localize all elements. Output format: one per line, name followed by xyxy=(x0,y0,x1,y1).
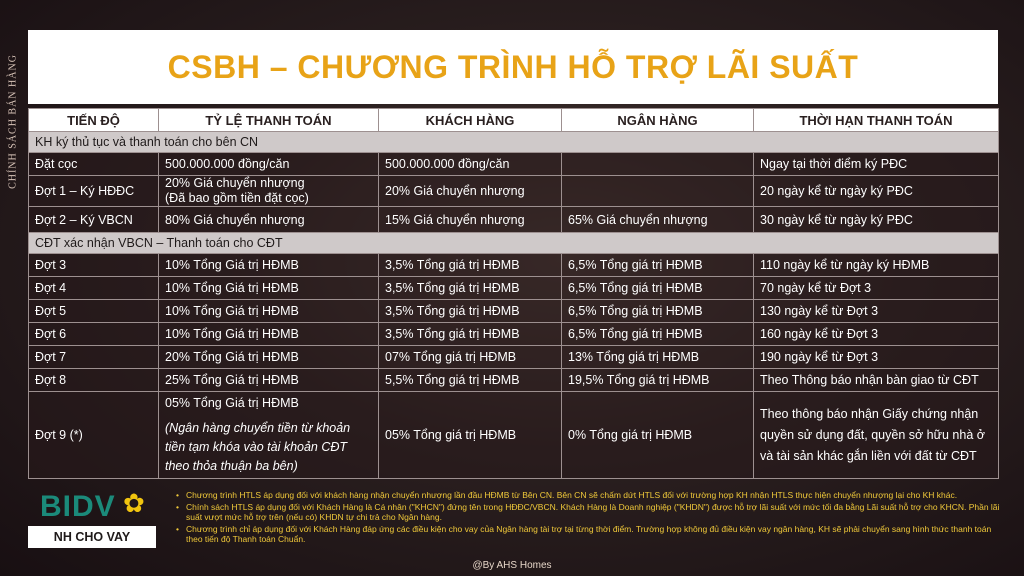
cell-stage: Đợt 6 xyxy=(29,323,159,346)
side-label-text: CHÍNH SÁCH BÁN HÀNG xyxy=(7,54,19,189)
table-row xyxy=(29,153,999,176)
cell-ratio: 10% Tổng Giá trị HĐMB xyxy=(159,277,379,300)
table-row xyxy=(29,392,999,479)
cell-ratio: 25% Tổng Giá trị HĐMB xyxy=(159,369,379,392)
cell-ratio-note: (Ngân hàng chuyển tiền từ khoản tiền tạm khóa vào tài khoản CĐT theo thỏa thuận ba bên) xyxy=(165,421,351,473)
note-item: • Chương trình HTLS áp dụng đối với khách hàng nhận chuyển nhượng lần đầu HĐMB từ Bên CN. Bên CN sẽ chấm dứt HTLS đối với trường hợp KH nhận HTLS thực hiện chuyển nhượng lại cho KH khác. xyxy=(186,490,1006,501)
section-label: KH ký thủ tục và thanh toán cho bên CN xyxy=(29,132,999,153)
note-item: • Chương trình chỉ áp dụng đối với Khách Hàng đáp ứng các điều kiện cho vay của Ngân hàng tài trợ tại từng thời điểm. Trường hợp không đủ điều kiện vay ngân hàng, KH sẽ phải chuyển sang hình thức thanh toán theo tiến độ Thanh toán Chuẩn. xyxy=(186,524,1006,545)
cell-term: 160 ngày kể từ Đợt 3 xyxy=(754,323,999,346)
cell-customer: 3,5% Tổng giá trị HĐMB xyxy=(379,323,562,346)
cell-bank: 0% Tổng giá trị HĐMB xyxy=(562,392,754,479)
cell-ratio: 500.000.000 đồng/căn xyxy=(159,153,379,176)
table-row xyxy=(29,346,999,369)
side-label xyxy=(0,30,26,230)
table-row xyxy=(29,300,999,323)
cell-ratio: 10% Tổng Giá trị HĐMB xyxy=(159,300,379,323)
table-header-row xyxy=(29,109,999,132)
cell-term: Theo Thông báo nhận bàn giao từ CĐT xyxy=(754,369,999,392)
flower-icon: ✿ xyxy=(123,488,145,518)
cell-term: 110 ngày kể từ ngày ký HĐMB xyxy=(754,254,999,277)
cell-customer: 05% Tổng giá trị HĐMB xyxy=(379,392,562,479)
cell-stage: Đợt 8 xyxy=(29,369,159,392)
cell-customer: 3,5% Tổng giá trị HĐMB xyxy=(379,277,562,300)
section-row xyxy=(29,233,999,254)
cell-customer: 500.000.000 đồng/căn xyxy=(379,153,562,176)
cell-bank: 6,5% Tổng giá trị HĐMB xyxy=(562,323,754,346)
cell-ratio: 10% Tổng Giá trị HĐMB xyxy=(159,254,379,277)
bidv-logo: BIDV xyxy=(40,490,116,523)
header-bank: NGÂN HÀNG xyxy=(562,109,754,132)
cell-customer: 3,5% Tổng giá trị HĐMB xyxy=(379,300,562,323)
cell-stage: Đợt 1 – Ký HĐĐC xyxy=(29,176,159,207)
cell-customer: 15% Giá chuyển nhượng xyxy=(379,207,562,233)
cell-term: 30 ngày kể từ ngày ký PĐC xyxy=(754,207,999,233)
cell-stage: Đợt 3 xyxy=(29,254,159,277)
cell-stage: Đợt 9 (*) xyxy=(29,392,159,479)
cell-ratio: 10% Tổng Giá trị HĐMB xyxy=(159,323,379,346)
cell-stage: Đợt 7 xyxy=(29,346,159,369)
cell-ratio-line2: (Đã bao gồm tiền đặt cọc) xyxy=(165,191,309,205)
cell-stage: Đặt cọc xyxy=(29,153,159,176)
cell-ratio xyxy=(159,392,379,479)
page-title: CSBH – CHƯƠNG TRÌNH HỖ TRỢ LÃI SUẤT xyxy=(167,48,859,85)
cell-ratio: 80% Giá chuyển nhượng xyxy=(159,207,379,233)
cell-bank: 65% Giá chuyển nhượng xyxy=(562,207,754,233)
lender-label: NH CHO VAY xyxy=(28,526,156,548)
notes-list xyxy=(172,490,1006,546)
section-row xyxy=(29,132,999,153)
header-term: THỜI HẠN THANH TOÁN xyxy=(754,109,999,132)
cell-customer: 07% Tổng giá trị HĐMB xyxy=(379,346,562,369)
lender-block xyxy=(28,488,158,552)
table-row xyxy=(29,254,999,277)
credit-text: @By AHS Homes xyxy=(472,560,552,571)
table-row xyxy=(29,176,999,207)
cell-customer: 20% Giá chuyển nhượng xyxy=(379,176,562,207)
table-row xyxy=(29,323,999,346)
cell-ratio-line1: 05% Tổng Giá trị HĐMB xyxy=(165,396,299,410)
cell-bank: 19,5% Tổng giá trị HĐMB xyxy=(562,369,754,392)
cell-bank: 6,5% Tổng giá trị HĐMB xyxy=(562,254,754,277)
cell-ratio-line1: 20% Giá chuyển nhượng xyxy=(165,176,305,190)
table-row xyxy=(29,277,999,300)
cell-ratio xyxy=(159,176,379,207)
cell-bank xyxy=(562,153,754,176)
title-banner xyxy=(28,30,998,104)
cell-bank xyxy=(562,176,754,207)
payment-schedule-table xyxy=(28,108,999,479)
header-stage: TIẾN ĐỘ xyxy=(29,109,159,132)
cell-customer: 5,5% Tổng giá trị HĐMB xyxy=(379,369,562,392)
table-row xyxy=(29,207,999,233)
cell-stage: Đợt 4 xyxy=(29,277,159,300)
cell-term: 20 ngày kể từ ngày ký PĐC xyxy=(754,176,999,207)
cell-bank: 13% Tổng giá trị HĐMB xyxy=(562,346,754,369)
cell-term: 130 ngày kể từ Đợt 3 xyxy=(754,300,999,323)
cell-term: 190 ngày kể từ Đợt 3 xyxy=(754,346,999,369)
cell-bank: 6,5% Tổng giá trị HĐMB xyxy=(562,300,754,323)
header-ratio: TỶ LỆ THANH TOÁN xyxy=(159,109,379,132)
note-item: • Chính sách HTLS áp dụng đối với Khách Hàng là Cá nhân ("KHCN") đứng tên trong HĐĐC/VBCN. Khách Hàng là Doanh nghiệp ("KHDN") được hỗ trợ lãi suất với mức tối đa bằng Lãi suất hỗ trợ cho KHCN. Phần lãi suất vượt mức hỗ trợ trên (nếu có) KHDN tự chi trả cho Ngân hàng. xyxy=(186,502,1006,523)
section-label: CĐT xác nhận VBCN – Thanh toán cho CĐT xyxy=(29,233,999,254)
cell-term: Ngay tại thời điểm ký PĐC xyxy=(754,153,999,176)
cell-ratio: 20% Tổng Giá trị HĐMB xyxy=(159,346,379,369)
cell-term: Theo thông báo nhận Giấy chứng nhận quyền sử dụng đất, quyền sở hữu nhà ở và tài sản khác gắn liền với đất từ CĐT xyxy=(754,392,999,479)
header-customer: KHÁCH HÀNG xyxy=(379,109,562,132)
cell-customer: 3,5% Tổng giá trị HĐMB xyxy=(379,254,562,277)
table-row xyxy=(29,369,999,392)
cell-bank: 6,5% Tổng giá trị HĐMB xyxy=(562,277,754,300)
cell-stage: Đợt 5 xyxy=(29,300,159,323)
cell-stage: Đợt 2 – Ký VBCN xyxy=(29,207,159,233)
cell-term: 70 ngày kể từ Đợt 3 xyxy=(754,277,999,300)
